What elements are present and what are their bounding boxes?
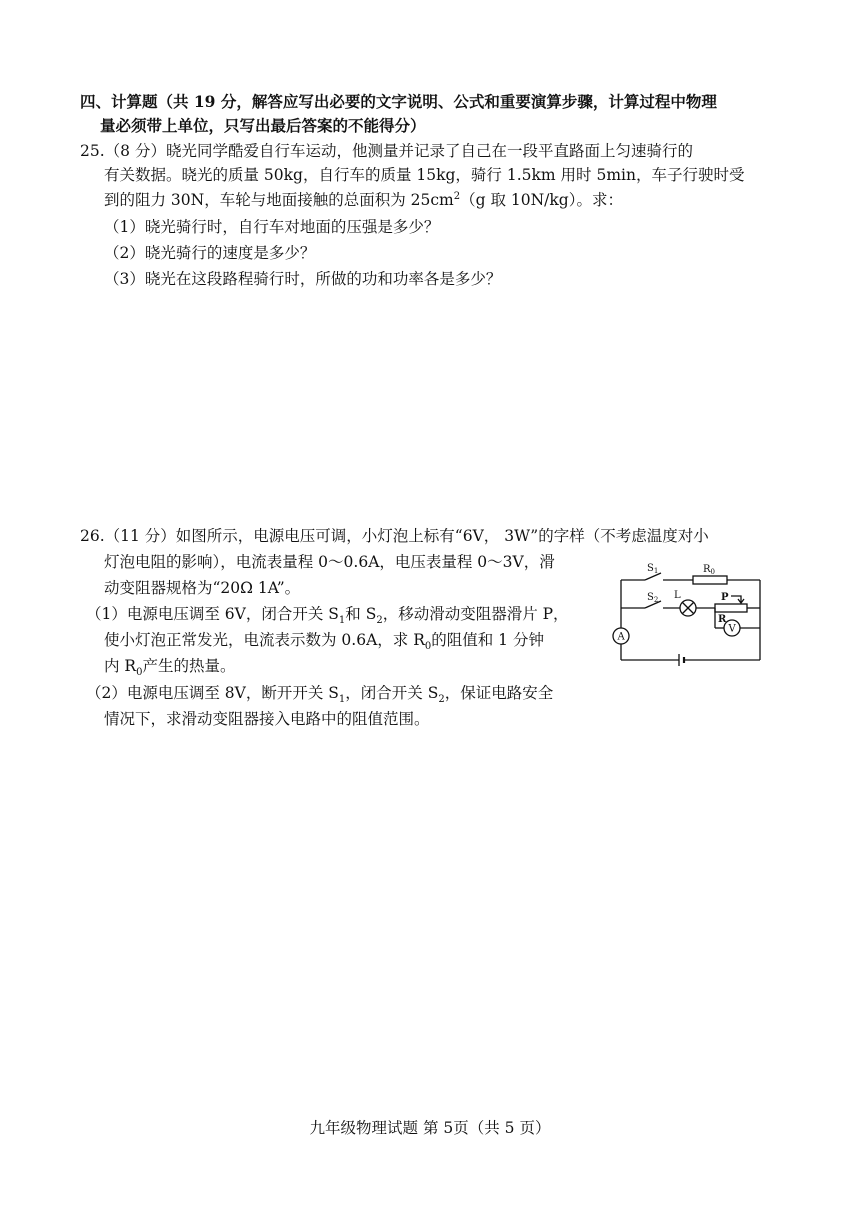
- q25-line3-text-b: （g 取 10N/kg）。求：: [460, 191, 623, 209]
- label-rheostat-r: R: [718, 614, 727, 625]
- q26-line1: 26.（11 分）如图所示，电源电压可调，小灯泡上标有“6V， 3W”的字样（不考虑温度对小: [80, 527, 709, 545]
- q26-part2-line1: [86, 683, 554, 706]
- q26-part1-line2-text-b: 的阻值和 1 分钟: [431, 631, 544, 649]
- label-r0: $R_0$: [703, 564, 715, 576]
- label-s2: $S_2$: [647, 592, 659, 604]
- q26-part2-sub-s1: 1: [338, 694, 346, 706]
- q26-part1-line2-text-a: 使小灯泡正常发光，电流表示数为 0.6A，求 R: [104, 631, 425, 649]
- label-lamp: L: [674, 590, 681, 601]
- q25-line2: 有关数据。晓光的质量 50kg，自行车的质量 15kg，骑行 1.5km 用时 5min，车子行驶时受: [104, 166, 745, 184]
- q25-subquestion-3: （3）晓光在这段路程骑行时，所做的功和功率各是多少？: [104, 270, 502, 288]
- q26-part1-text-c: ，移动滑动变阻器滑片 P，: [382, 605, 569, 623]
- q25-line1: 25.（8 分）晓光同学酷爱自行车运动，他测量并记录了自己在一段平直路面上匀速骑行的: [80, 142, 693, 160]
- q26-part1-sub-s1: 1: [338, 615, 346, 627]
- q25-line3-text-a: 到的阻力 30N，车轮与地面接触的总面积为 25cm: [104, 191, 454, 209]
- q26-part2-text-a: （2）电源电压调至 8V，断开开关 S: [86, 684, 339, 702]
- q26-line3: 动变阻器规格为“20Ω 1A”。: [104, 579, 301, 597]
- q26-part1-line1: [86, 604, 569, 627]
- q26-line2: 灯泡电阻的影响），电流表量程 0～0.6A，电压表量程 0～3V，滑: [104, 553, 555, 571]
- section-heading-line1: 四、计算题（共 19 分，解答应写出必要的文字说明、公式和重要演算步骤，计算过程中物理: [80, 92, 717, 111]
- q25-subquestion-1: （1）晓光骑行时，自行车对地面的压强是多少？: [104, 218, 440, 236]
- q26-part2-line2: 情况下，求滑动变阻器接入电路中的阻值范围。: [104, 710, 430, 728]
- q26-part1-text-a: （1）电源电压调至 6V，闭合开关 S: [86, 605, 339, 623]
- q25-subquestion-2: （2）晓光骑行的速度是多少？: [104, 244, 316, 262]
- q26-part2-sub-s2: 2: [438, 694, 445, 706]
- q26-part1-line3-sub: 0: [136, 667, 143, 679]
- q26-part1-line2: [104, 630, 544, 653]
- label-ammeter: A: [617, 631, 625, 643]
- q26-part1-text-b: 和 S: [345, 605, 377, 623]
- label-voltmeter: V: [728, 623, 736, 635]
- rheostat-icon: [715, 604, 747, 612]
- q26-part1-line3-text-a: 内 R: [104, 657, 137, 675]
- q26-part1-sub-s2: 2: [376, 615, 383, 627]
- q26-part1-line3: [104, 656, 236, 679]
- resistor-r0-icon: [693, 576, 727, 584]
- q26-part2-text-b: ，闭合开关 S: [345, 684, 439, 702]
- label-slider-p: P: [721, 592, 729, 603]
- circuit-diagram: [603, 558, 768, 668]
- q25-line3: [104, 190, 623, 210]
- q25-line3-sup: 2: [453, 190, 461, 202]
- page-footer: 九年级物理试题 第 5页（共 5 页）: [309, 1119, 551, 1137]
- q26-part1-line3-text-b: 产生的热量。: [142, 657, 236, 675]
- q26-part1-line2-sub: 0: [424, 641, 432, 653]
- q26-part2-text-c: ，保证电路安全: [444, 684, 554, 702]
- section-heading-line2: 量必须带上单位，只写出最后答案的不能得分）: [100, 116, 426, 135]
- label-s1: $S_1$: [647, 563, 659, 575]
